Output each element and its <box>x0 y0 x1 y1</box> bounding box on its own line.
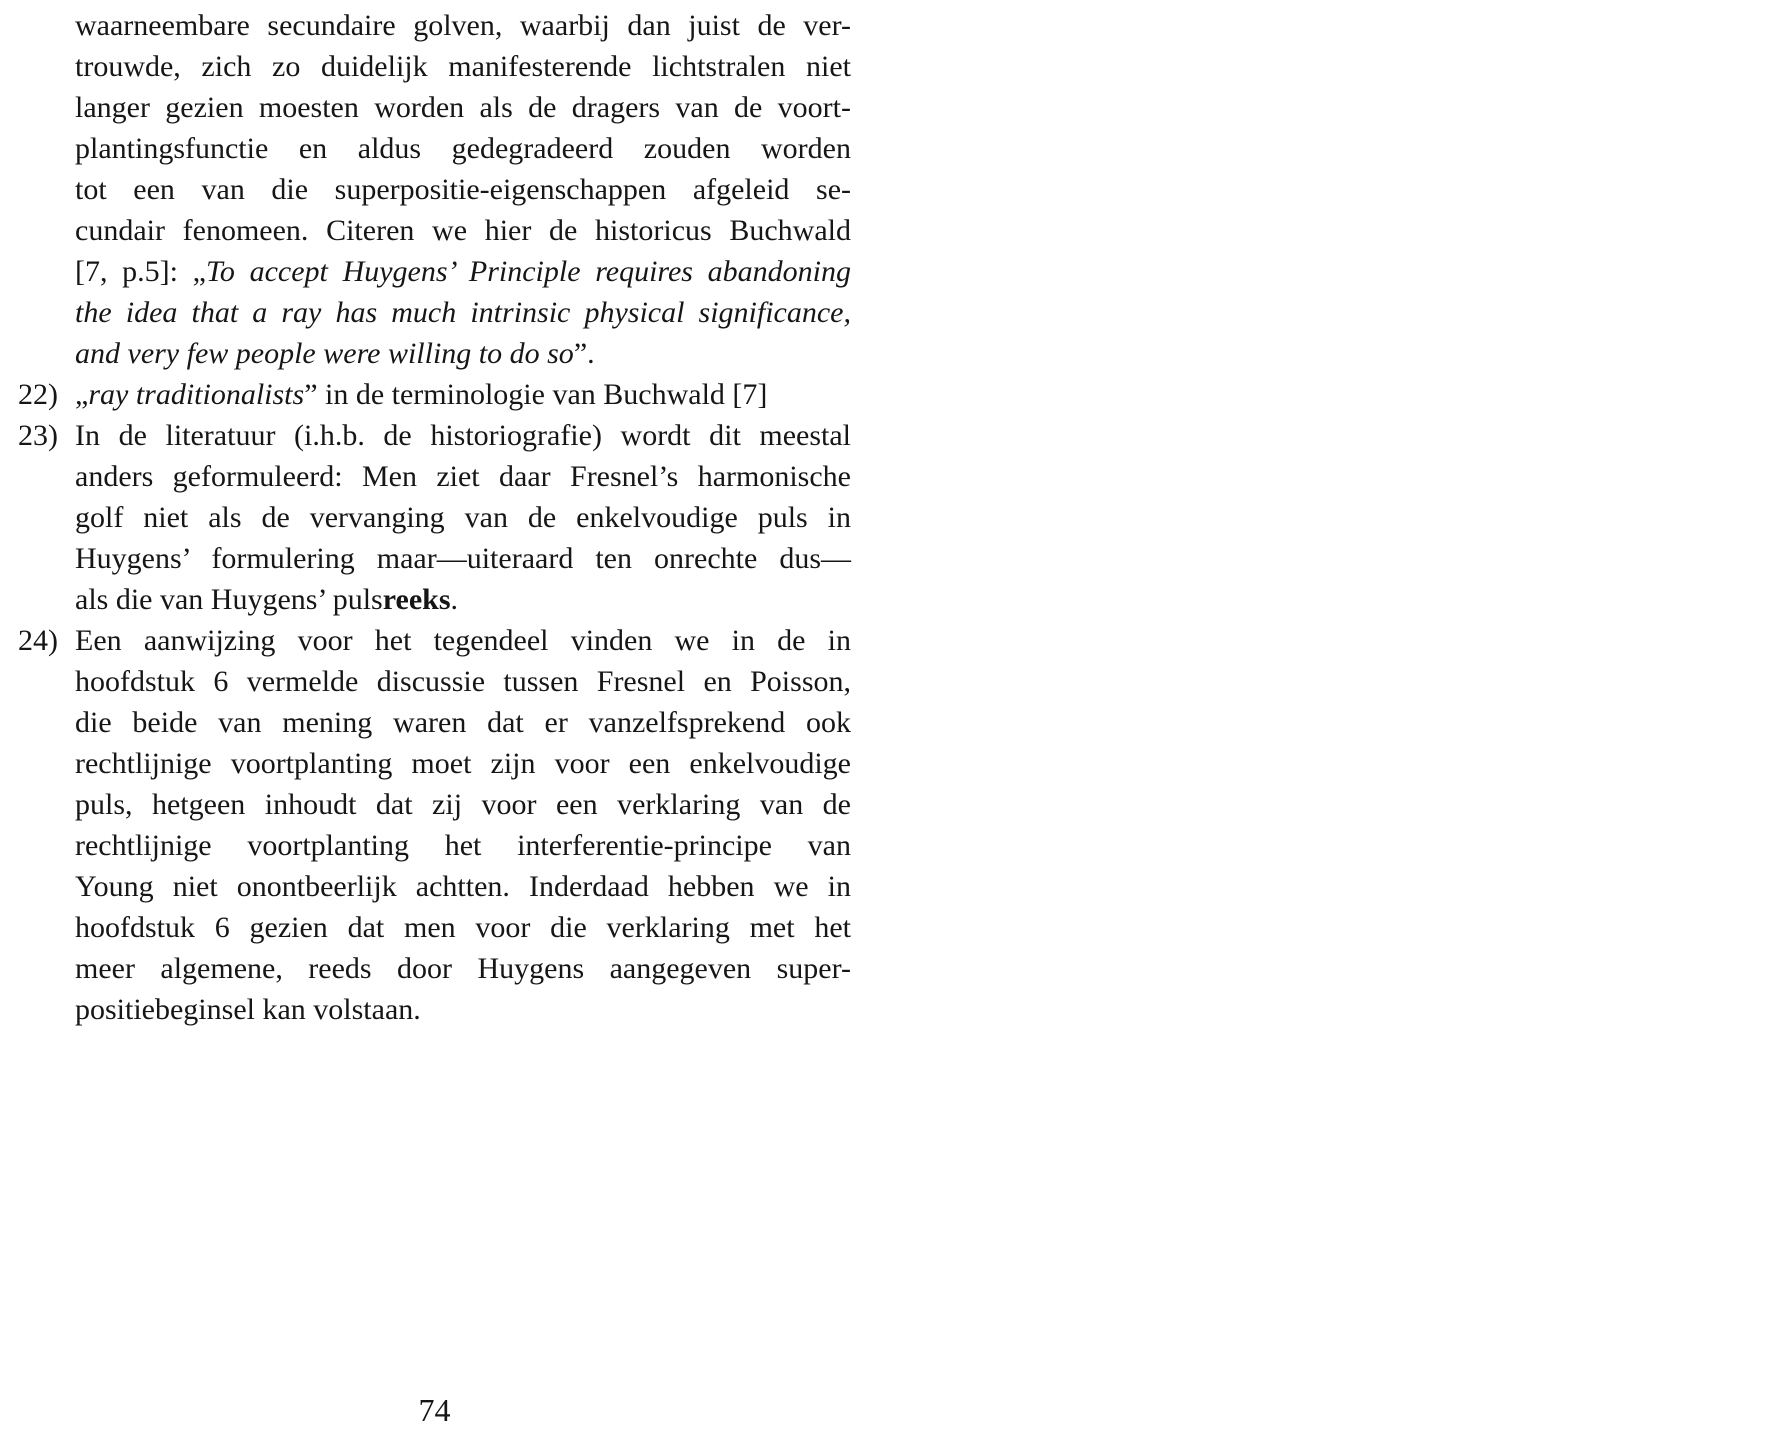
text-segment: rechtlijnige voortplanting moet zijn voor een enkelvoudige <box>75 747 851 780</box>
text-line <box>18 251 851 292</box>
text-line <box>18 46 851 87</box>
text-segment: golf niet als de vervanging van de enkelvoudige puls in <box>75 501 851 534</box>
text-segment: ” in de terminologie van Buchwald [7] <box>304 378 768 411</box>
page-number: 74 <box>418 1392 451 1428</box>
text-line <box>18 989 851 1030</box>
text-segment: hoofdstuk 6 vermelde discussie tussen Fresnel en Poisson, <box>75 665 851 698</box>
text-segment: the idea that a ray has much intrinsic physical significance, <box>75 296 851 329</box>
text-segment: In de literatuur (i.h.b. de historiografie) wordt dit meestal <box>75 419 851 452</box>
text-segment: waarneembare secundaire golven, waarbij dan juist de ver- <box>75 9 851 42</box>
text-line <box>18 456 851 497</box>
text-segment: anders geformuleerd: Men ziet daar Fresnel’s harmonische <box>75 460 851 493</box>
text-line <box>18 538 851 579</box>
text-line <box>18 210 851 251</box>
text-segment: and very few people were willing to do so <box>75 337 574 370</box>
text-segment: hoofdstuk 6 gezien dat men voor die verklaring met het <box>75 911 851 944</box>
text-segment: meer algemene, reeds door Huygens aangegeven super- <box>75 952 851 985</box>
footnote-number: 24) <box>18 624 58 657</box>
text-line <box>18 661 851 702</box>
text-line <box>18 128 851 169</box>
text-segment: positiebeginsel kan volstaan. <box>75 993 421 1026</box>
text-line <box>18 743 851 784</box>
text-line <box>18 620 851 661</box>
text-segment: „ <box>75 378 89 411</box>
text-segment: Young niet onontbeerlijk achtten. Inderdaad hebben we in <box>75 870 851 903</box>
text-segment: ”. <box>573 337 595 370</box>
text-segment: reeks <box>382 583 451 616</box>
text-segment: die beide van mening waren dat er vanzelfsprekend ook <box>75 706 851 739</box>
text-line <box>18 415 851 456</box>
text-line <box>18 292 851 333</box>
text-segment: plantingsfunctie en aldus gedegradeerd zouden worden <box>75 132 851 165</box>
text-line <box>18 579 851 620</box>
text-line <box>18 907 851 948</box>
text-segment: trouwde, zich zo duidelijk manifesterende lichtstralen niet <box>75 50 851 83</box>
text-segment: [7, p.5]: „ <box>75 255 206 288</box>
text-line <box>18 374 851 415</box>
text-segment: ray traditionalists <box>88 378 305 411</box>
text-line <box>18 497 851 538</box>
text-segment: cundair fenomeen. Citeren we hier de historicus Buchwald <box>75 214 851 247</box>
footnote-number: 23) <box>18 419 58 452</box>
text-segment: langer gezien moesten worden als de dragers van de voort- <box>75 91 851 124</box>
text-segment: rechtlijnige voortplanting het interferentie-principe van <box>75 829 851 862</box>
text-segment: puls, hetgeen inhoudt dat zij voor een verklaring van de <box>75 788 851 821</box>
text-line <box>18 866 851 907</box>
text-line <box>18 169 851 210</box>
footnote-number: 22) <box>18 378 58 411</box>
text-segment: tot een van die superpositie-eigenschappen afgeleid se- <box>75 173 851 206</box>
text-segment: . <box>450 583 458 616</box>
text-line <box>18 5 851 46</box>
text-line <box>18 333 851 374</box>
text-segment: Huygens’ formulering maar—uiteraard ten onrechte dus— <box>75 542 851 575</box>
text-line <box>18 702 851 743</box>
text-line <box>18 87 851 128</box>
text-segment: Een aanwijzing voor het tegendeel vinden we in de in <box>75 624 851 657</box>
text-line <box>18 825 851 866</box>
text-segment: als die van Huygens’ puls <box>75 583 383 616</box>
text-segment: To accept Huygens’ Principle requires abandoning <box>206 255 851 288</box>
footnotes-block <box>18 5 851 1030</box>
text-line <box>18 784 851 825</box>
text-line <box>18 948 851 989</box>
